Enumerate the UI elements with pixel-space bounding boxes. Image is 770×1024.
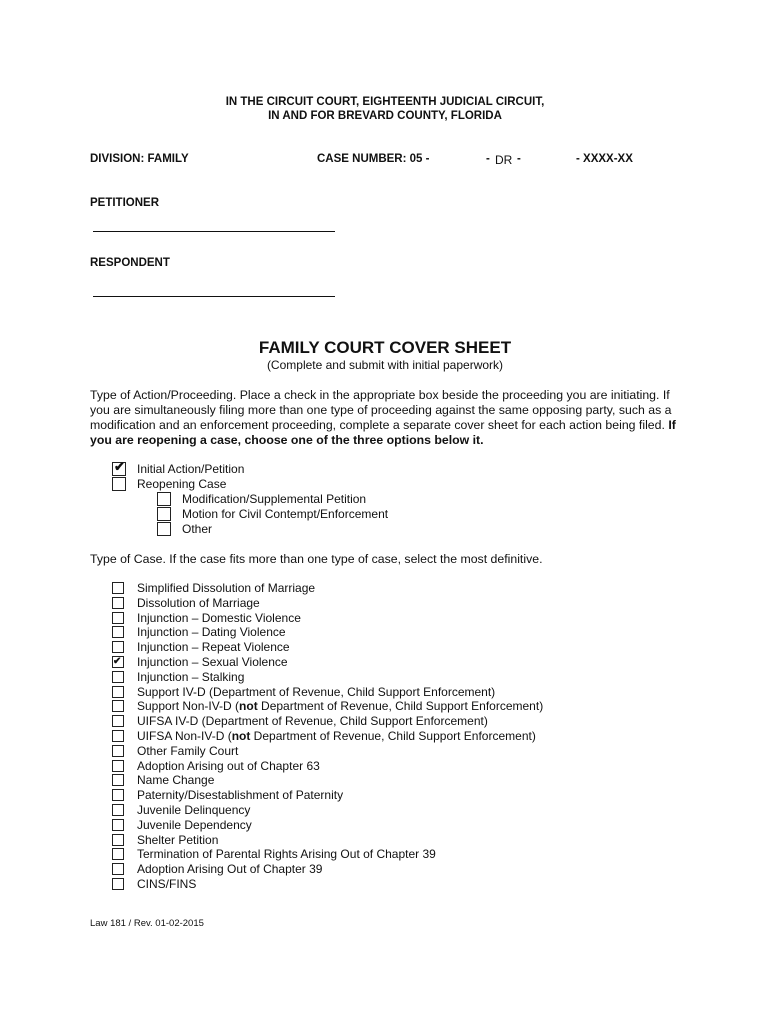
case-type-checkbox[interactable]	[112, 804, 124, 816]
action-option-label: Other	[182, 522, 213, 536]
case-type-option-label: CINS/FINS	[137, 877, 197, 891]
page-title: FAMILY COURT COVER SHEET	[258, 338, 512, 357]
checkmark-icon: ✔	[113, 656, 122, 667]
action-checkbox[interactable]	[112, 477, 126, 491]
case-type-checkbox[interactable]	[112, 789, 124, 801]
case-type-checkbox[interactable]	[112, 745, 124, 757]
case-type-option-label: Injunction – Repeat Violence	[137, 640, 290, 655]
respondent-label: RESPONDENT	[90, 257, 170, 269]
case-type-option-label: Injunction – Sexual Violence	[137, 655, 288, 669]
case-type-option-label: Shelter Petition	[137, 832, 219, 847]
case-number-sep2: -	[517, 153, 521, 165]
court-header-line2: IN AND FOR BREVARD COUNTY, FLORIDA	[268, 110, 502, 122]
label-emphasis: not	[231, 729, 251, 743]
label-text: Support Non-IV-D (	[137, 699, 240, 714]
case-type-checkbox[interactable]	[112, 626, 124, 638]
case-type-option-label: Injunction – Dating Violence	[137, 625, 286, 640]
case-type-intro: Type of Case. If the case fits more than one type of case, select the most definitive.	[90, 552, 543, 566]
court-header-line1: IN THE CIRCUIT COURT, EIGHTEENTH JUDICIAL CIRCUIT,	[225, 96, 545, 108]
case-type-checkbox[interactable]	[112, 641, 124, 653]
case-type-option-label: Support IV-D (Department of Revenue, Child Support Enforcement)	[137, 684, 496, 699]
label-emphasis: not	[239, 699, 258, 714]
case-type-option-label: Juvenile Delinquency	[137, 803, 251, 817]
case-type-checkbox[interactable]	[112, 774, 124, 786]
form-footer: Law 181 / Rev. 01-02-2015	[90, 918, 204, 929]
case-type-checkbox[interactable]	[112, 700, 124, 712]
action-option-label: Motion for Civil Contempt/Enforcement	[182, 507, 389, 521]
page-subtitle: (Complete and submit with initial paperwork)	[266, 358, 504, 372]
case-type-option-label	[137, 729, 536, 743]
instructions-bold: If you are reopening a case, choose one of the three options below it.	[90, 418, 676, 447]
respondent-field[interactable]	[93, 296, 335, 297]
case-type-option-label: Other Family Court	[137, 743, 239, 758]
case-type-checkbox[interactable]	[112, 863, 124, 875]
case-type-option-label: Paternity/Disestablishment of Paternity	[137, 788, 344, 803]
case-type-checkbox[interactable]	[112, 819, 124, 831]
case-type-checkbox[interactable]	[112, 612, 124, 624]
checkmark-icon: ✔	[114, 459, 125, 474]
case-type-checkbox[interactable]	[112, 582, 124, 594]
action-option-label: Reopening Case	[137, 477, 227, 491]
case-type-option-label: Juvenile Dependency	[137, 817, 252, 832]
label-text: Department of Revenue, Child Support Enforcement)	[250, 729, 536, 743]
action-checkbox[interactable]	[157, 507, 171, 521]
instructions-text: Type of Action/Proceeding. Place a check in the appropriate box beside the proceeding you are initiating. If you are simultaneously filing more than one type of proceeding against the same opposing party, such as a modification and an enforcement proceeding, complete a separate cover sheet for each action being filed.	[90, 388, 672, 432]
case-type-checkbox[interactable]	[112, 715, 124, 727]
label-text: UIFSA Non-IV-D (	[137, 729, 232, 743]
action-option-label: Initial Action/Petition	[137, 462, 245, 476]
case-number-dr: DR	[495, 153, 513, 167]
petitioner-label: PETITIONER	[90, 197, 160, 209]
action-option-label: Modification/Supplemental Petition	[182, 492, 367, 506]
case-type-option-label	[137, 699, 543, 713]
case-type-checkbox[interactable]	[112, 760, 124, 772]
case-type-checkbox[interactable]	[112, 671, 124, 683]
case-type-option-label: Termination of Parental Rights Arising Out of Chapter 39	[137, 847, 436, 862]
case-type-option-label: Injunction – Stalking	[137, 669, 245, 684]
action-checkbox[interactable]	[157, 522, 171, 536]
case-type-checkbox[interactable]	[112, 848, 124, 860]
case-type-option-label: Name Change	[137, 773, 215, 788]
label-text: Department of Revenue, Child Support Enforcement)	[257, 699, 544, 714]
petitioner-field[interactable]	[93, 231, 335, 232]
case-type-checkbox[interactable]	[112, 878, 124, 890]
case-number-sep1: -	[486, 153, 490, 165]
case-type-option-label: Adoption Arising Out of Chapter 39	[137, 862, 323, 877]
case-type-option-label: UIFSA IV-D (Department of Revenue, Child Support Enforcement)	[137, 714, 488, 729]
case-type-option-label: Adoption Arising out of Chapter 63	[137, 758, 320, 773]
case-type-option-label: Dissolution of Marriage	[137, 595, 260, 610]
case-type-checkbox[interactable]	[112, 686, 124, 698]
case-type-option-label: Injunction – Domestic Violence	[137, 610, 301, 625]
case-number-label: CASE NUMBER: 05 -	[317, 153, 430, 165]
case-type-checkbox[interactable]	[112, 597, 124, 609]
division-label: DIVISION: FAMILY	[90, 153, 189, 165]
case-type-checkbox[interactable]	[112, 834, 124, 846]
case-type-option-label: Simplified Dissolution of Marriage	[137, 581, 316, 595]
action-checkbox[interactable]	[157, 492, 171, 506]
case-number-suffix: - XXXX-XX	[576, 153, 633, 165]
instructions-paragraph	[90, 388, 686, 448]
case-type-checkbox[interactable]	[112, 730, 124, 742]
